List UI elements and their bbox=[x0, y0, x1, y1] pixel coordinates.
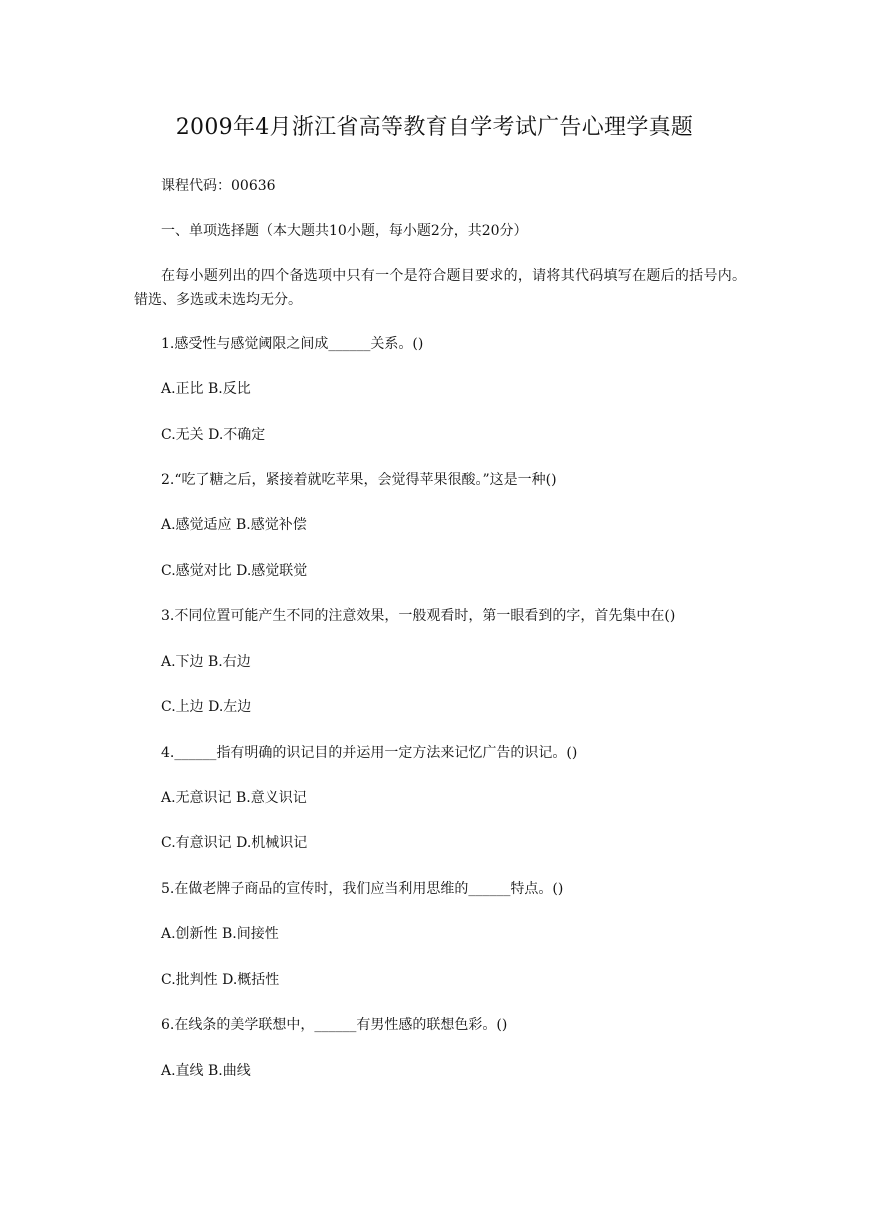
instructions: 在每小题列出的四个备选项中只有一个是符合题目要求的，请将其代码填写在题后的括号内。错选、多选或未选均无分。 bbox=[134, 268, 746, 308]
course-code: 课程代码：00636 bbox=[161, 178, 276, 194]
question-4-options-cd: C.有意识记 D.机械识记 bbox=[161, 835, 308, 851]
question-5-options-cd: C.批判性 D.概括性 bbox=[161, 972, 280, 988]
question-6-options-ab: A.直线 B.曲线 bbox=[161, 1063, 251, 1079]
question-4-options-ab: A.无意识记 B.意义识记 bbox=[161, 790, 307, 806]
question-6-stem: 6.在线条的美学联想中，______有男性感的联想色彩。() bbox=[161, 1017, 508, 1033]
question-4-stem: 4.______指有明确的识记目的并运用一定方法来记忆广告的识记。() bbox=[161, 745, 578, 761]
question-3-options-ab: A.下边 B.右边 bbox=[161, 654, 251, 670]
document-title: 2009年4月浙江省高等教育自学考试广告心理学真题 bbox=[175, 115, 694, 140]
question-3-options-cd: C.上边 D.左边 bbox=[161, 699, 252, 715]
question-3-stem: 3.不同位置可能产生不同的注意效果，一般观看时，第一眼看到的字，首先集中在() bbox=[161, 608, 676, 624]
section-heading: 一、单项选择题（本大题共10小题，每小题2分，共20分） bbox=[161, 223, 528, 239]
question-2-stem: 2.“吃了糖之后，紧接着就吃苹果，会觉得苹果很酸。”这是一种() bbox=[161, 472, 557, 488]
question-2-options-cd: C.感觉对比 D.感觉联觉 bbox=[161, 563, 308, 579]
question-1-options-cd: C.无关 D.不确定 bbox=[161, 427, 266, 443]
question-5-stem: 5.在做老牌子商品的宣传时，我们应当利用思维的______特点。() bbox=[161, 881, 564, 897]
question-1-options-ab: A.正比 B.反比 bbox=[161, 381, 251, 397]
question-1-stem: 1.感受性与感觉阈限之间成______关系。() bbox=[161, 336, 424, 352]
question-5-options-ab: A.创新性 B.间接性 bbox=[161, 926, 279, 942]
question-2-options-ab: A.感觉适应 B.感觉补偿 bbox=[161, 517, 307, 533]
